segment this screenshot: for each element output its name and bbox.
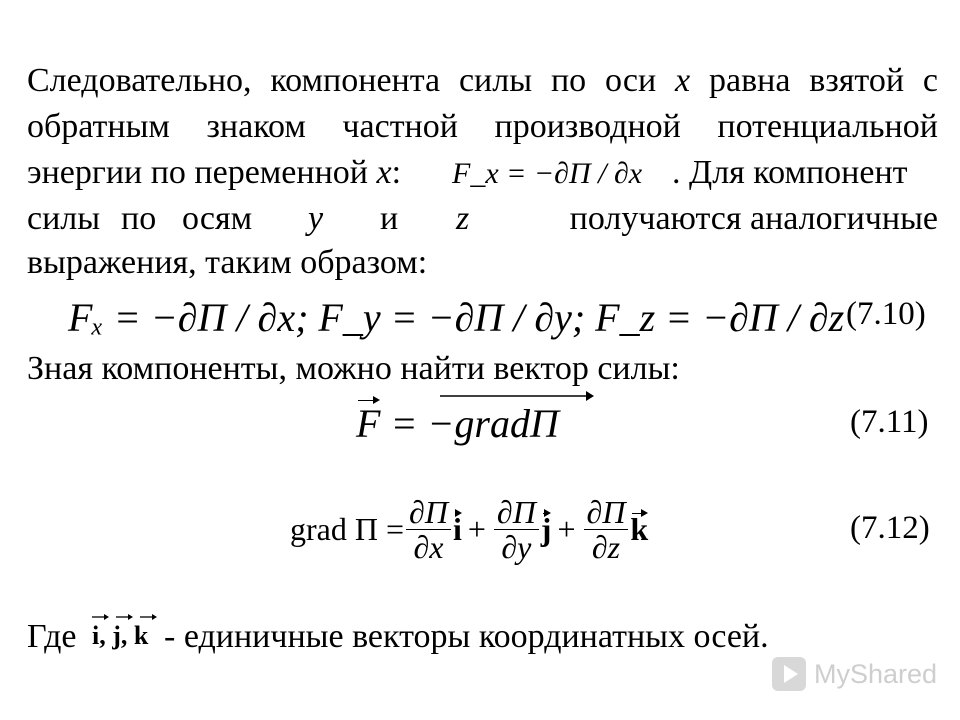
- watermark-text: MyShared: [814, 658, 938, 689]
- plus-sign: +: [467, 510, 486, 547]
- fraction-dpi-dy: [494, 495, 539, 564]
- var-x: x: [675, 62, 691, 99]
- text-line3-tail: . Для компонент: [672, 154, 908, 191]
- text-line4-a: силы: [27, 200, 101, 237]
- unit-vector-i: i: [452, 510, 462, 547]
- fraction-denominator: ∂z: [591, 528, 621, 565]
- var-y: y: [308, 200, 324, 237]
- inline-formula-fx: F_x = −∂П / ∂x: [452, 157, 643, 190]
- text-line5: выражения, таким образом:: [27, 244, 428, 281]
- unit-vector-arrows-icon: [90, 612, 160, 622]
- text-line4-b: по: [121, 200, 157, 237]
- equation-7-12: [290, 484, 648, 574]
- equation-7-11-rhs: = −gradП: [390, 401, 559, 446]
- word: производной: [494, 108, 681, 145]
- unit-vector-j: j: [540, 510, 552, 547]
- fraction-numerator: ∂П: [406, 495, 451, 530]
- fraction-denominator: ∂y: [501, 528, 532, 565]
- var-x-2: x: [376, 154, 392, 191]
- equation-number-7-12: (7.12): [850, 510, 930, 546]
- word: частной: [342, 108, 458, 145]
- paragraph-line-3: [27, 150, 401, 196]
- paragraph-line-1: [27, 58, 938, 104]
- grad-arrow-icon: [436, 388, 596, 402]
- text-line1-post: равна взятой с: [690, 62, 938, 99]
- text-line1-pre: Следовательно, компонента силы по оси: [27, 62, 676, 99]
- myshared-logo-icon: [770, 655, 808, 693]
- word: знаком: [206, 108, 306, 145]
- text-line4-c: осям: [182, 200, 253, 237]
- vector-f: F: [356, 398, 380, 450]
- paragraph-line-2: [27, 104, 938, 150]
- equation-7-11: [356, 398, 559, 450]
- equation-7-12-lhs: grad П =: [290, 510, 405, 547]
- var-z: z: [456, 200, 470, 237]
- fraction-numerator: ∂П: [584, 495, 629, 530]
- fraction-dpi-dx: [406, 495, 451, 564]
- equation-number-7-11: (7.11): [850, 404, 929, 440]
- text-line3-pre: энергии по переменной: [27, 154, 377, 191]
- equation-number-7-10: (7.10): [846, 296, 926, 332]
- myshared-watermark: [770, 652, 937, 696]
- word: обратным: [27, 108, 170, 145]
- text-where: Где: [27, 618, 77, 655]
- text-footer-rest: - единичные векторы координатных осей.: [164, 618, 769, 655]
- text-components: Зная компоненты, можно найти вектор силы:: [27, 350, 680, 387]
- word: потенциальной: [717, 108, 938, 145]
- text-line4-tail: получаются аналогичные: [569, 200, 938, 237]
- fraction-numerator: ∂П: [494, 495, 539, 530]
- fraction-denominator: ∂x: [413, 528, 444, 565]
- unit-vectors-list: i, j, k: [92, 621, 149, 650]
- equation-7-10: Fₓ = −∂П / ∂x; F_y = −∂П / ∂y; F_z = −∂П / ∂z: [68, 295, 845, 340]
- text-line3-post: :: [391, 154, 402, 191]
- fraction-dpi-dz: [584, 495, 629, 564]
- text-and: и: [380, 200, 399, 237]
- unit-vector-k: k: [630, 510, 649, 547]
- plus-sign: +: [557, 510, 576, 547]
